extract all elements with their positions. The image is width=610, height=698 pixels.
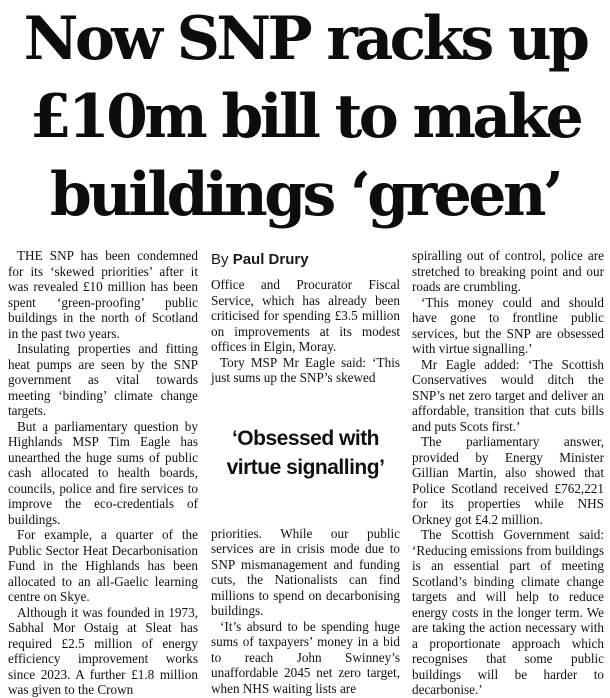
pull-quote-line-1: ‘Obsessed with [231,426,380,450]
pull-quote-line-2: virtue signalling’ [226,455,385,479]
paragraph: Tory MSP Mr Eagle said: ‘This just sums up the SNP’s skewed [211,354,400,385]
byline-author: Paul Drury [232,251,309,268]
paragraph: The parliamentary answer, provided by Energy Minister Gillian Martin, also showed that Police Scotland received £762,221 for its properties while NHS Orkney got £4.2 million. [412,434,604,527]
paragraph: Insulating properties and fitting heat pumps are seen by the SNP government as vital towards meeting ‘binding’ climate change targets. [8,341,198,418]
article-column-2 [211,248,400,696]
paragraph: Office and Procurator Fiscal Service, which has already been criticised for spending £3.5 million on improvements at its modest offices in Elgin, Moray. [211,277,400,354]
paragraph: Although it was founded in 1973, Sabhal Mor Ostaig at Sleat has required £2.5 million of energy efficiency improvement works since 2023. A further £1.8 million was given to the Crown [8,604,198,697]
paragraph: priorities. While our public services are in crisis mode due to SNP mismanagement and funding cuts, the Nationalists can find millions to spend on decarbonising buildings. [211,525,400,618]
paragraph: Mr Eagle added: ‘The Scottish Conservatives would ditch the SNP’s net zero target and deliver an affordable, transition that cuts bills and puts Scots first.’ [412,356,604,434]
headline-line-2: £10m bill to make [29,82,581,152]
article-column-1 [8,248,198,698]
paragraph: But a parliamentary question by Highlands MSP Tim Eagle has unearthed the huge sums of public cash allocated to health boards, councils, police and fire services to improve the eco-credentials of buildings. [8,418,198,527]
headline-line-3: buildings ‘green’ [49,160,561,230]
paragraph: THE SNP has been condemned for its ‘skewed priorities’ after it was revealed £10 million has been spent ‘green-proofing’ public buildings in the north of Scotland in the past two years. [8,248,198,341]
byline [211,250,400,270]
pull-quote [211,424,400,482]
headline-line-1: Now SNP racks up [23,4,587,74]
byline-prefix: By [211,251,229,268]
paragraph: ‘This money could and should have gone to frontline public services, but the SNP are obsessed with virtue signalling.’ [412,294,604,356]
paragraph: spiralling out of control, police are stretched to breaking point and our roads are crumbling. [412,248,604,294]
article-column-3 [412,248,604,698]
headline [0,0,610,234]
paragraph: For example, a quarter of the Public Sector Heat Decarbonisation Fund in the Highlands has been allocated to an all-Gaelic learning centre on Skye. [8,527,198,604]
paragraph: ‘It’s absurd to be spending huge sums of taxpayers’ money in a bid to reach John Swinney’s unaffordable 2045 net zero target, when NHS waiting lists are [211,618,400,696]
paragraph: The Scottish Government said: ‘Reducing emissions from buildings is an essential part of meeting Scotland’s binding climate change targets and will help to reduce energy costs in the longer term. We are taking the action necessary with a proportionate approach which recognises that some public buildings will be harder to decarbonise.’ [412,527,604,697]
